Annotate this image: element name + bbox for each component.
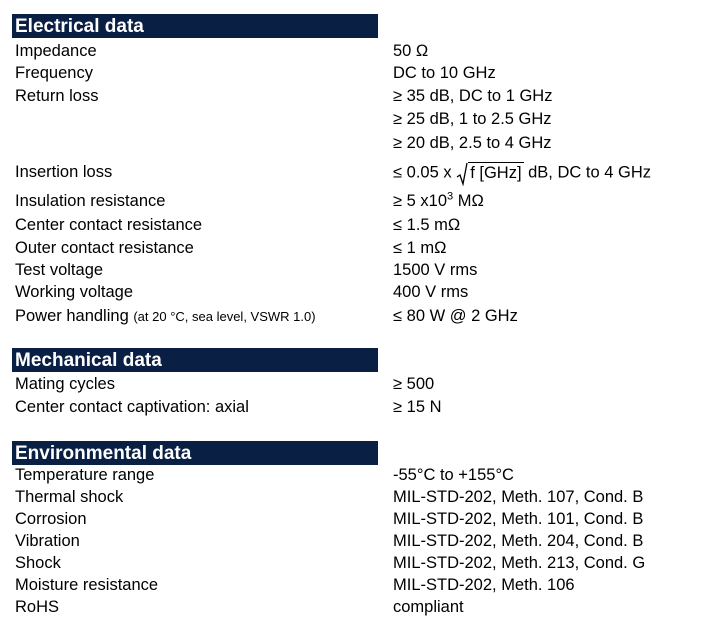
spec-value: ≥ 15 N <box>393 398 442 416</box>
spec-row <box>0 396 710 418</box>
section-header-environmental: Environmental data <box>12 441 378 465</box>
spec-label <box>15 305 316 328</box>
spec-value-formula <box>393 161 651 185</box>
spec-row <box>0 464 710 486</box>
spec-row <box>0 108 710 130</box>
spec-label: Vibration <box>15 532 80 550</box>
spec-label: Shock <box>15 554 61 572</box>
spec-value: compliant <box>393 598 464 616</box>
spec-value <box>393 190 484 212</box>
spec-label: Outer contact resistance <box>15 239 194 257</box>
spec-label: Center contact resistance <box>15 216 203 234</box>
spec-row <box>0 214 710 236</box>
spec-value: ≥ 35 dB, DC to 1 GHz <box>393 87 553 105</box>
spec-row <box>0 596 710 618</box>
spec-value: ≤ 80 W @ 2 GHz <box>393 307 518 325</box>
spec-row <box>0 530 710 552</box>
spec-label-note: (at 20 °C, sea level, VSWR 1.0) <box>133 309 316 324</box>
spec-label: Frequency <box>15 64 93 82</box>
spec-label: Return loss <box>15 87 99 105</box>
spec-label: Test voltage <box>15 261 104 279</box>
spec-row <box>0 40 710 62</box>
spec-value: ≥ 25 dB, 1 to 2.5 GHz <box>393 110 552 128</box>
spec-label: Insulation resistance <box>15 192 166 210</box>
section-header-electrical: Electrical data <box>12 14 378 38</box>
spec-row <box>0 190 710 212</box>
spec-row <box>0 161 710 183</box>
spec-label: Working voltage <box>15 283 134 301</box>
formula-radicand: f [GHz] <box>470 164 522 182</box>
spec-row <box>0 574 710 596</box>
square-root-icon <box>456 161 523 185</box>
spec-label: Mating cycles <box>15 375 115 393</box>
spec-value: MIL-STD-202, Meth. 107, Cond. B <box>393 488 644 506</box>
spec-row <box>0 552 710 574</box>
spec-row <box>0 486 710 508</box>
spec-row <box>0 373 710 395</box>
spec-label: Corrosion <box>15 510 87 528</box>
spec-value: 400 V rms <box>393 283 469 301</box>
spec-label: RoHS <box>15 598 60 616</box>
spec-value: MIL-STD-202, Meth. 213, Cond. G <box>393 554 646 572</box>
spec-value: MIL-STD-202, Meth. 101, Cond. B <box>393 510 644 528</box>
spec-value: ≤ 1.5 mΩ <box>393 216 461 234</box>
value-prefix: ≥ 5 x10 <box>393 192 448 210</box>
spec-value: 1500 V rms <box>393 261 478 279</box>
spec-value: ≤ 1 mΩ <box>393 239 447 257</box>
spec-value: DC to 10 GHz <box>393 64 496 82</box>
spec-value: 50 Ω <box>393 42 429 60</box>
spec-label: Insertion loss <box>15 163 113 181</box>
value-unit: MΩ <box>457 192 484 210</box>
formula-prefix: ≤ 0.05 x <box>393 163 452 182</box>
spec-label: Temperature range <box>15 466 155 484</box>
spec-row <box>0 132 710 154</box>
spec-row <box>0 281 710 303</box>
section-header-mechanical: Mechanical data <box>12 348 378 372</box>
spec-label: Thermal shock <box>15 488 124 506</box>
formula-suffix: dB, DC to 4 GHz <box>528 163 651 182</box>
spec-row <box>0 85 710 107</box>
spec-row <box>0 305 710 327</box>
spec-value: MIL-STD-202, Meth. 106 <box>393 576 575 594</box>
value-exponent: 3 <box>447 190 454 203</box>
spec-label-text: Power handling <box>15 307 129 325</box>
spec-row <box>0 237 710 259</box>
spec-value: ≥ 20 dB, 2.5 to 4 GHz <box>393 134 552 152</box>
spec-row <box>0 62 710 84</box>
spec-value: MIL-STD-202, Meth. 204, Cond. B <box>393 532 644 550</box>
spec-label: Center contact captivation: axial <box>15 398 249 416</box>
spec-label: Moisture resistance <box>15 576 159 594</box>
spec-value: ≥ 500 <box>393 375 435 393</box>
spec-value: -55°C to +155°C <box>393 466 514 484</box>
spec-row <box>0 508 710 530</box>
spec-row <box>0 259 710 281</box>
spec-label: Impedance <box>15 42 97 60</box>
